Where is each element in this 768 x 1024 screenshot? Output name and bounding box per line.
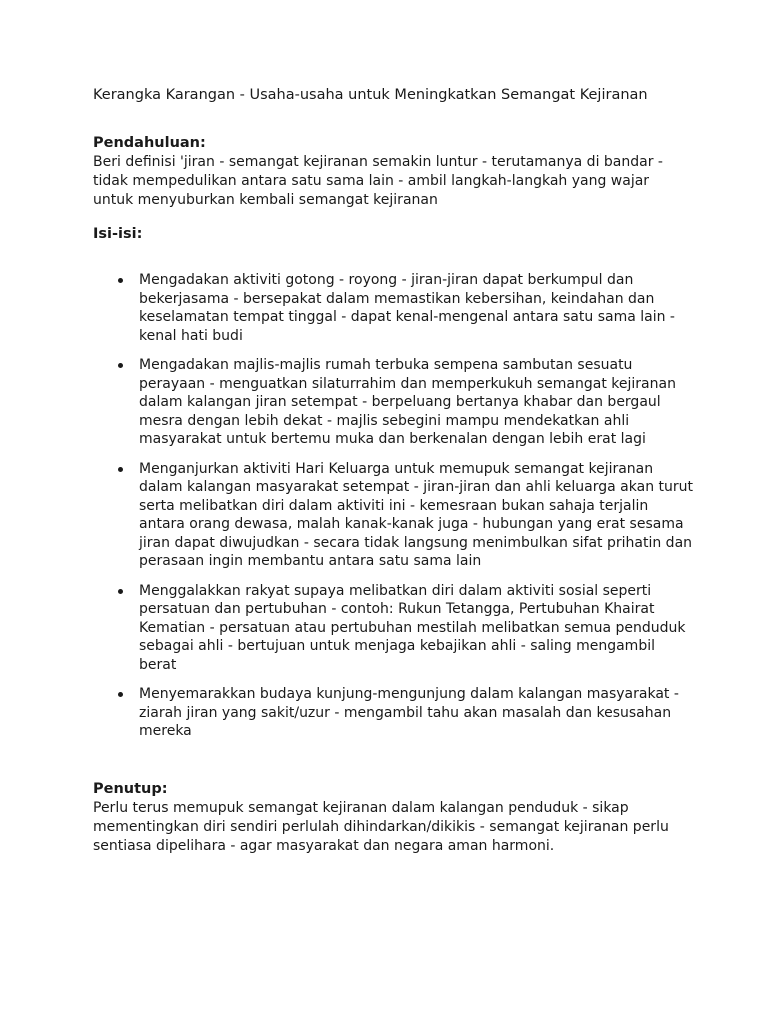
body-heading: Isi-isi: [93,226,143,242]
bullet-dot-icon [118,692,123,697]
point-text: Menganjurkan aktiviti Hari Keluarga untuk memupuk semangat kejiranan dalam kalangan masyarakat setempat - jiran-jiran dan ahli keluarga akan turut serta melibatkan diri dalam aktiviti ini - kemesraan bukan sahaja terjalin antara orang dewasa, malah kanak-kanak juga - hubungan yang erat sesama jiran dapat diwujudkan - secara tidak langsung menimbulkan sifat prihatin dan perasaan ingin membantu antara satu sama lain [139,460,693,569]
list-item [93,356,693,449]
document-title: Kerangka Karangan - Usaha-usaha untuk Meningkatkan Semangat Kejiranan [93,87,648,103]
closing-heading: Penutup: [93,781,168,797]
list-item [93,271,693,345]
intro-heading: Pendahuluan: [93,135,206,151]
bullet-dot-icon [118,278,123,283]
point-text: Menyemarakkan budaya kunjung-mengunjung dalam kalangan masyarakat - ziarah jiran yang sakit/uzur - mengambil tahu akan masalah dan kesusahan mereka [139,686,679,739]
point-text: Mengadakan majlis-majlis rumah terbuka sempena sambutan sesuatu perayaan - menguatkan silaturrahim dan memperkukuh semangat kejiranan dalam kalangan jiran setempat - berpeluang bertanya khabar dan bergaul mesra dengan lebih dekat - majlis sebegini mampu mendekatkan ahli masyarakat untuk bertemu muka dan berkenalan dengan lebih erat lagi [139,357,676,447]
bullet-dot-icon [118,589,123,594]
bullet-dot-icon [118,363,123,368]
bullet-dot-icon [118,467,123,472]
points-list [93,271,693,752]
list-item [93,582,693,675]
point-text: Menggalakkan rakyat supaya melibatkan diri dalam aktiviti sosial seperti persatuan dan pertubuhan - contoh: Rukun Tetangga, Pertubuhan Khairat Kematian - persatuan atau pertubuhan mestilah melibatkan semua penduduk sebagai ahli - bertujuan untuk menjaga kebajikan ahli - saling mengambil berat [139,582,686,673]
list-item [93,460,693,571]
list-item [93,685,693,741]
intro-text: Beri definisi 'jiran - semangat kejiranan semakin luntur - terutamanya di bandar - tidak mempedulikan antara satu sama lain - ambil langkah-langkah yang wajar untuk menyuburkan kembali semangat kejiranan [93,154,663,208]
closing-text: Perlu terus memupuk semangat kejiranan dalam kalangan penduduk - sikap mementingkan diri sendiri perlulah dihindarkan/dikikis - semangat kejiranan perlu sentiasa dipelihara - agar masyarakat dan negara aman harmoni. [93,800,669,854]
point-text: Mengadakan aktiviti gotong - royong - jiran-jiran dapat berkumpul dan bekerjasama - bersepakat dalam memastikan kebersihan, keindahan dan keselamatan tempat tinggal - dapat kenal-mengenal antara satu sama lain - kenal hati budi [139,272,675,344]
